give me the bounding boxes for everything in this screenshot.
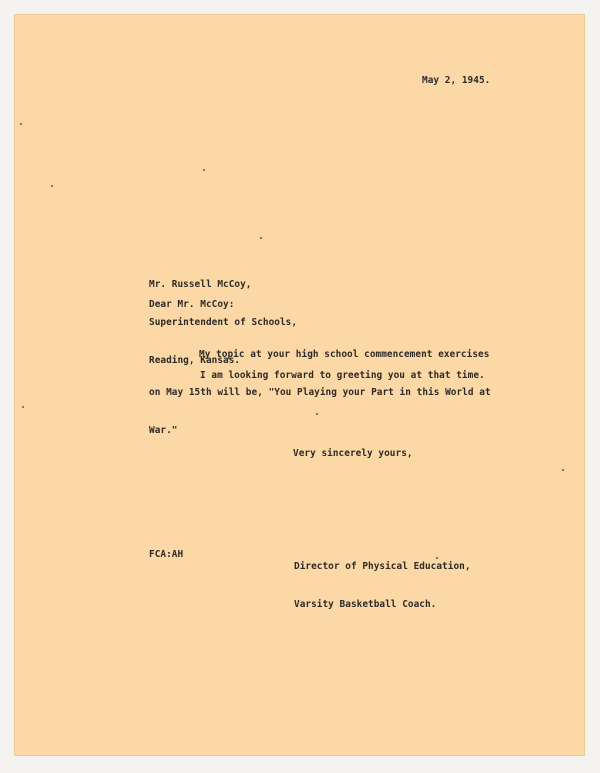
paper-speck xyxy=(22,406,24,408)
recipient-location: Reading, Kansas. xyxy=(149,354,241,366)
signature-title-2: Varsity Basketball Coach. xyxy=(294,598,437,610)
paper-speck xyxy=(20,123,22,125)
paper-speck xyxy=(562,469,564,471)
signature-block xyxy=(294,536,471,637)
paper-speck xyxy=(203,169,205,171)
signature-title-1: Director of Physical Education, xyxy=(294,561,471,573)
body-line-3: War." xyxy=(149,424,178,436)
recipient-title: Superintendent of Schools, xyxy=(149,316,298,328)
letter-sheet xyxy=(14,14,585,756)
recipient-name: Mr. Russell McCoy, xyxy=(149,279,252,291)
letter-date: May 2, 1945. xyxy=(422,75,491,86)
body-line-2: on May 15th will be, "You Playing your Part in this World at xyxy=(149,386,491,398)
body-line-1: My topic at your high school commencement exercises xyxy=(199,349,490,361)
salutation: Dear Mr. McCoy: xyxy=(149,299,235,310)
paper-speck xyxy=(316,413,318,415)
body-paragraph-1 xyxy=(149,324,491,463)
paper-speck xyxy=(260,237,262,239)
typist-initials: FCA:AH xyxy=(149,549,184,560)
paper-speck xyxy=(436,557,438,559)
paper-speck xyxy=(51,185,53,187)
closing: Very sincerely yours, xyxy=(293,448,413,459)
body-paragraph-2: I am looking forward to greeting you at that time. xyxy=(200,370,485,381)
